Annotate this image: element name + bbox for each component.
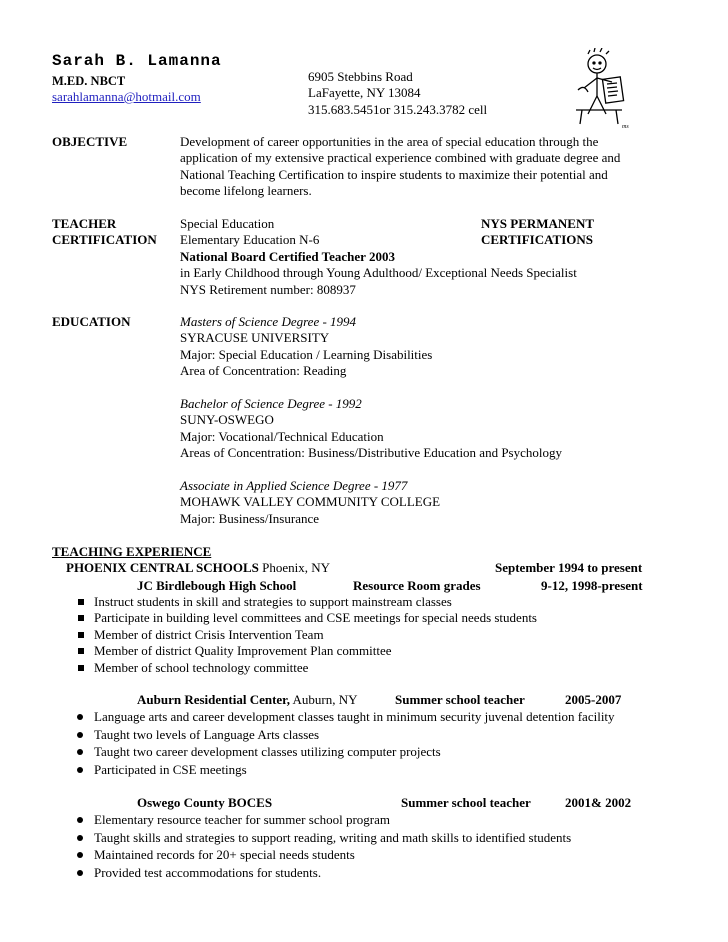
list-item: Instruct students in skill and strategies to support mainstream classes xyxy=(74,594,537,610)
oswego-role: Summer school teacher xyxy=(401,795,531,810)
certification-list: Special Education Elementary Education N-6 National Board Certified Teacher 2003 in Early Childhood through Young Adulthood/ Exceptional Needs Specialist NYS Retirement number: 808937 xyxy=(180,216,577,297)
list-item: Taught skills and strategies to support reading, writing and math skills to identified students xyxy=(74,830,571,848)
list-item: Member of district Crisis Intervention Team xyxy=(74,627,537,643)
phoenix-role: Resource Room grades xyxy=(353,578,481,593)
oswego-duties-list xyxy=(74,812,571,882)
address-line2: LaFayette, NY 13084 xyxy=(308,85,421,101)
phone-numbers: 315.683.5451or 315.243.3782 cell xyxy=(308,101,488,117)
logo-signature: ms xyxy=(622,124,629,130)
resume-name: Sarah B. Lamanna xyxy=(52,52,222,70)
phoenix-employer: PHOENIX CENTRAL SCHOOLS Phoenix, NY xyxy=(66,560,331,575)
list-item: Elementary resource teacher for summer school program xyxy=(74,812,571,830)
address-line1: 6905 Stebbins Road xyxy=(308,69,413,84)
oswego-dates: 2001& 2002 xyxy=(565,795,632,810)
objective-heading: OBJECTIVE xyxy=(52,134,128,149)
list-item: Participated in CSE meetings xyxy=(74,762,615,780)
credentials: M.ED. NBCT xyxy=(52,74,126,88)
education-associate: Associate in Applied Science Degree - 1977 MOHAWK VALLEY COMMUNITY COLLEGE Major: Business/Insurance xyxy=(180,478,441,526)
list-item: Taught two career development classes utilizing computer projects xyxy=(74,744,615,762)
list-item: Taught two levels of Language Arts classes xyxy=(74,727,615,745)
phoenix-duties-list xyxy=(74,594,537,676)
phoenix-dates: September 1994 to present xyxy=(495,560,643,575)
list-item: Member of school technology committee xyxy=(74,660,537,676)
education-bachelor: Bachelor of Science Degree - 1992 SUNY-OSWEGO Major: Vocational/Technical Education Areas of Concentration: Business/Distributive Education and Psychology xyxy=(180,396,562,461)
contact-address xyxy=(308,69,487,118)
permanent-certifications-label: NYS PERMANENT CERTIFICATIONS xyxy=(481,216,595,248)
phoenix-school: JC Birdlebough High School xyxy=(137,578,297,593)
list-item: Provided test accommodations for students. xyxy=(74,865,571,883)
list-item: Member of district Quality Improvement Plan committee xyxy=(74,643,537,659)
auburn-duties-list xyxy=(74,709,615,779)
experience-heading: TEACHING EXPERIENCE xyxy=(52,544,212,559)
oswego-employer: Oswego County BOCES xyxy=(137,795,273,810)
certification-heading: TEACHER CERTIFICATION xyxy=(52,216,157,248)
auburn-dates: 2005-2007 xyxy=(565,692,622,707)
list-item: Participate in building level committees and CSE meetings for special needs students xyxy=(74,610,537,626)
teacher-drawing-logo xyxy=(570,48,632,130)
education-masters: Masters of Science Degree - 1994 SYRACUSE UNIVERSITY Major: Special Education / Learning Disabilities Area of Concentration: Reading xyxy=(180,314,433,379)
education-heading: EDUCATION xyxy=(52,314,131,329)
list-item: Language arts and career development classes taught in minimum security juvenal detention facility xyxy=(74,709,615,727)
email-link[interactable]: sarahlamanna@hotmail.com xyxy=(52,89,201,104)
auburn-role: Summer school teacher xyxy=(395,692,525,707)
objective-text: Development of career opportunities in the area of special education through the application of my extensive practical experience combined with graduate degree and National Teaching Certification to inspire students to maximize their potential and become lifelong learners. xyxy=(180,134,621,199)
phoenix-grades: 9-12, 1998-present xyxy=(541,578,643,593)
list-item: Maintained records for 20+ special needs students xyxy=(74,847,571,865)
auburn-employer: Auburn Residential Center, Auburn, NY xyxy=(137,692,358,707)
